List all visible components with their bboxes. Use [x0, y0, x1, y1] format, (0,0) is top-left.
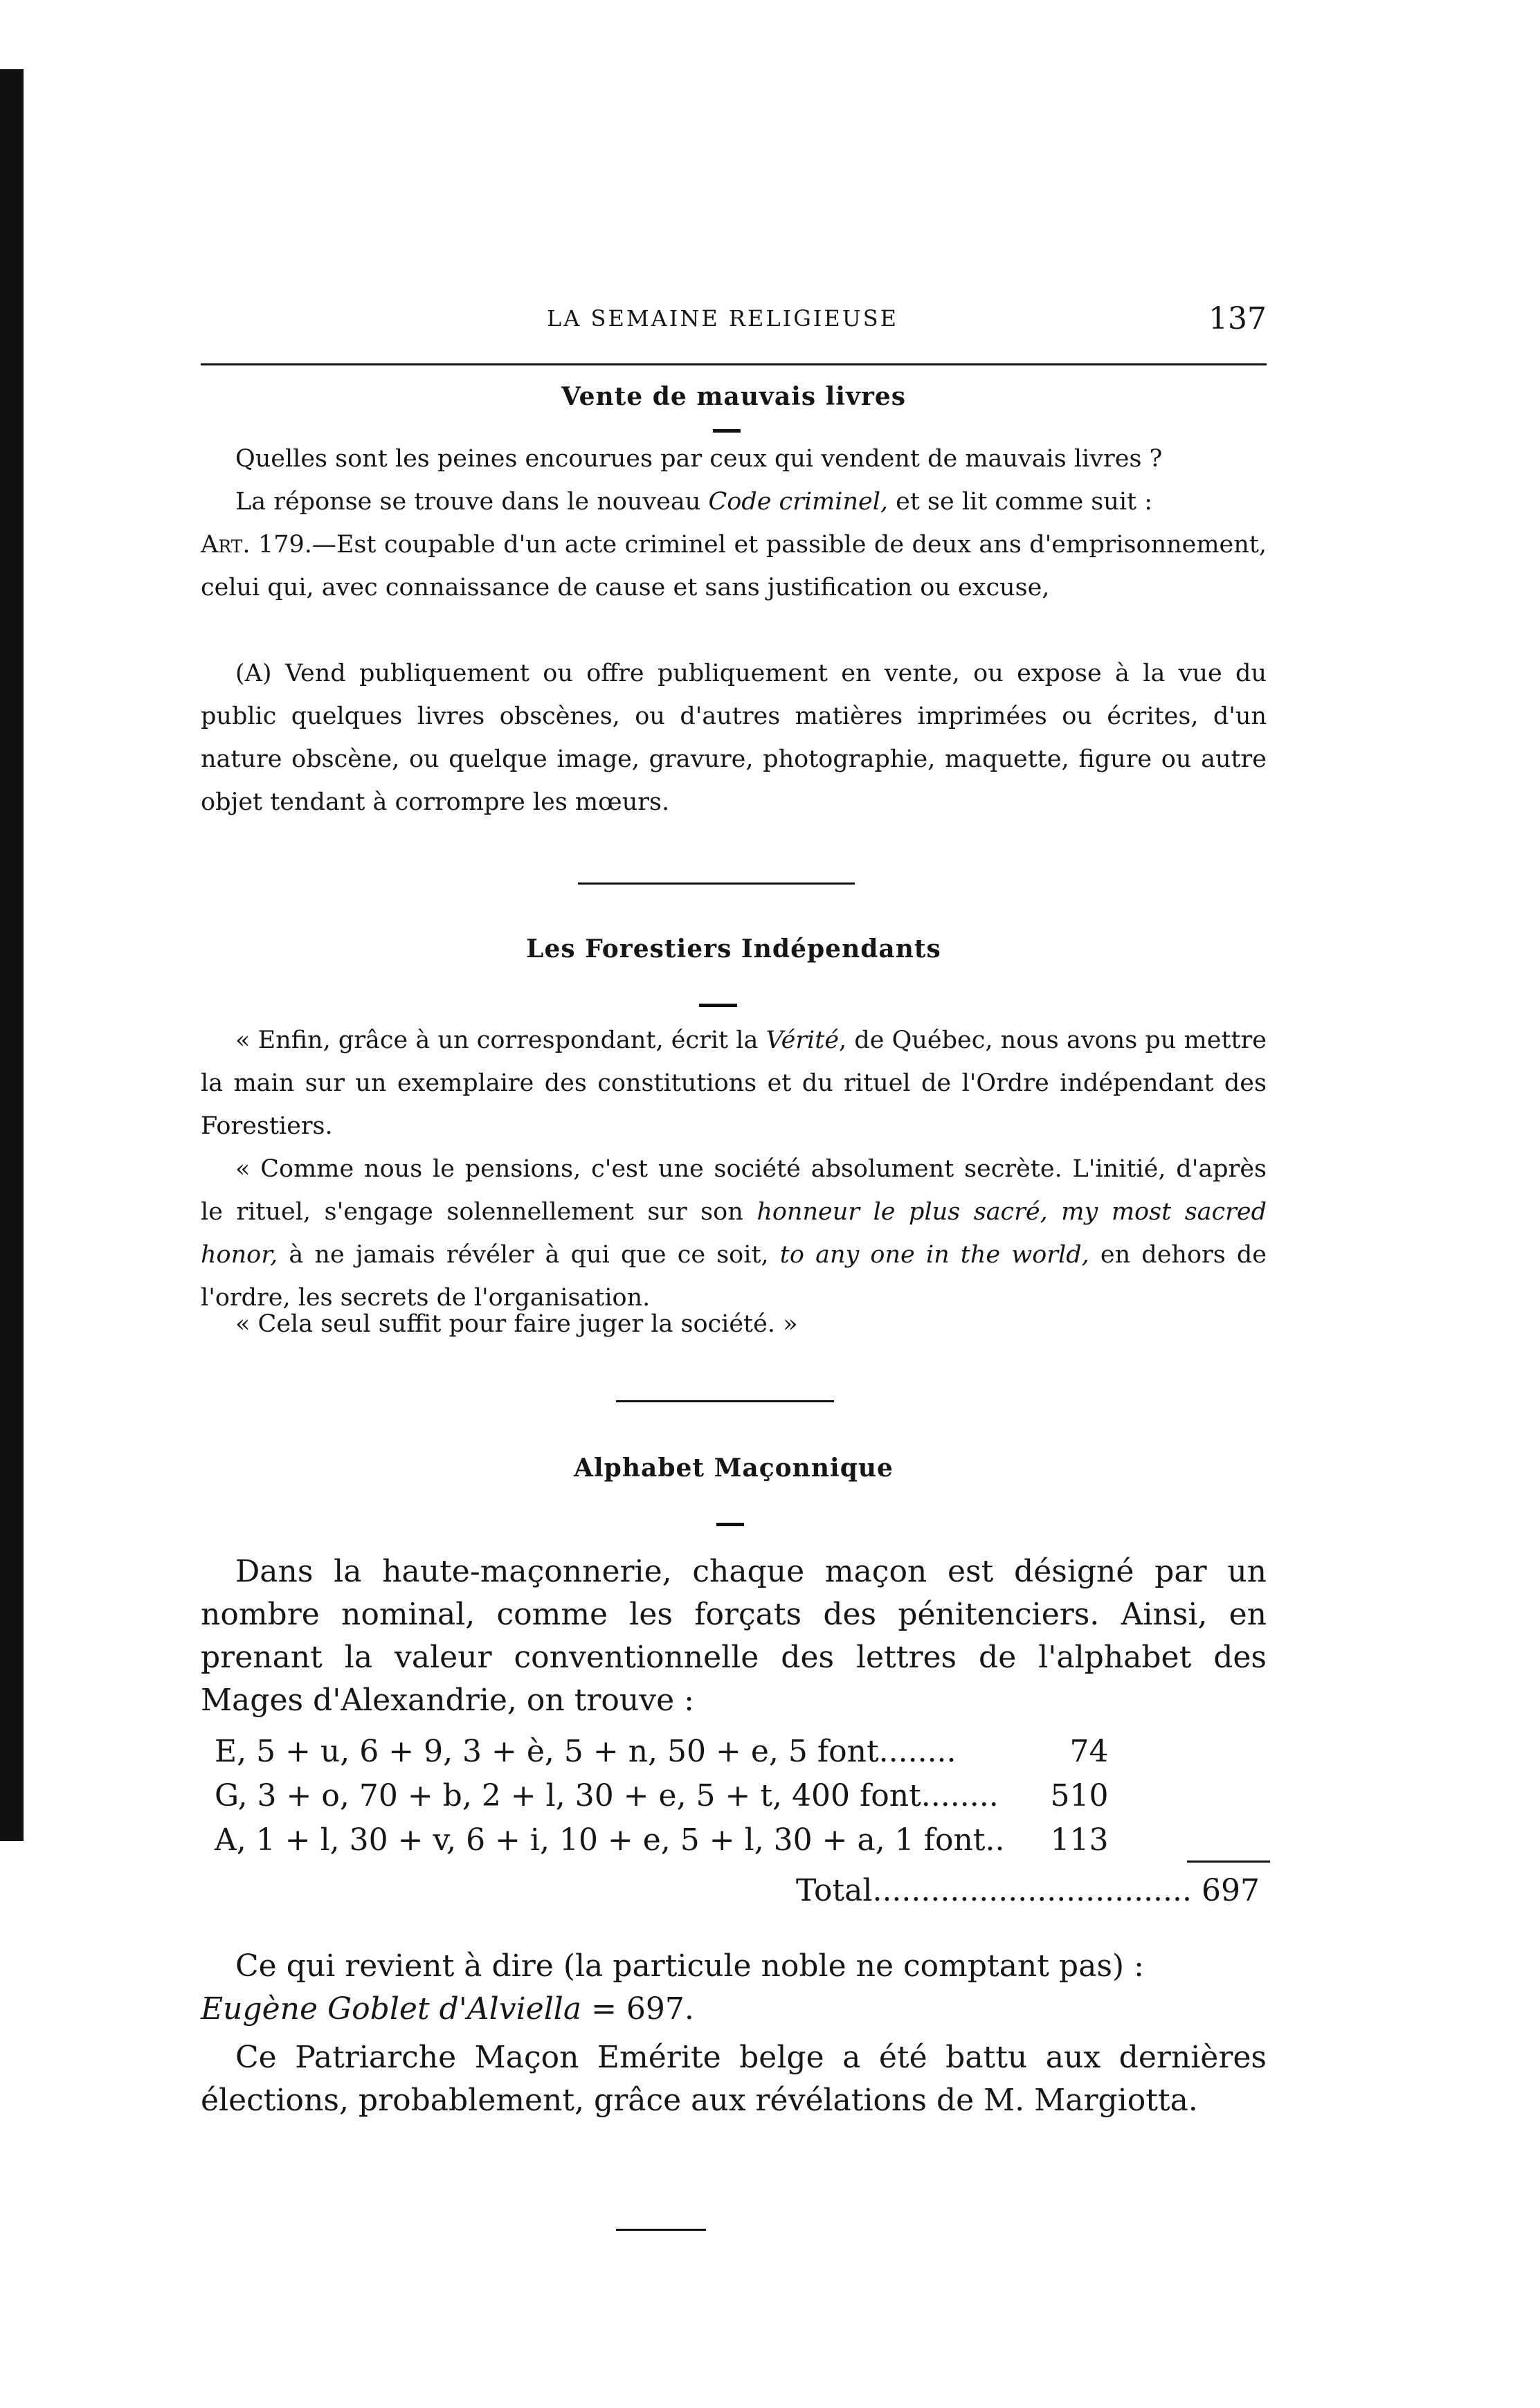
- calc-result: 510: [1050, 1777, 1109, 1813]
- patriarche-text: Ce Patriarche Maçon Emérite belge a été battu aux dernières élections, probablement, grâce aux révélations de M. Margiotta.: [201, 2040, 1267, 2118]
- code-criminel-emphasis: Code criminel,: [708, 488, 889, 516]
- page-header: [201, 301, 1267, 343]
- paragraph-haute-maconnerie: [201, 1550, 1267, 1722]
- world-emphasis: to any one in the world,: [779, 1241, 1089, 1269]
- calc-row: [215, 1773, 1108, 1818]
- calc-result: 74: [1069, 1733, 1109, 1769]
- calc-row: [215, 1818, 1108, 1862]
- paragraph-patriarche: [201, 2036, 1267, 2122]
- calc-expression: G, 3 + o, 70 + b, 2 + l, 30 + e, 5 + t, 400 font........: [215, 1777, 999, 1813]
- paragraph-article: [201, 523, 1267, 609]
- paragraph-enfin: [201, 1019, 1267, 1148]
- goblet-value: = 697.: [581, 1991, 694, 2027]
- article-label: Art.: [201, 531, 251, 559]
- paragraph-ce-qui: [201, 1945, 1267, 1988]
- end-rule: [616, 2229, 706, 2231]
- total-label: Total.................................: [796, 1873, 1193, 1908]
- calc-result: 113: [1050, 1822, 1109, 1858]
- cela-text: « Cela seul suffit pour faire juger la société. »: [235, 1310, 798, 1338]
- calc-expression: A, 1 + l, 30 + v, 6 + i, 10 + e, 5 + l, 30 + a, 1 font..: [215, 1822, 1005, 1858]
- title-dash: [699, 1004, 737, 1007]
- reponse-text-a: La réponse se trouve dans le nouveau: [235, 488, 709, 516]
- total-value: 697: [1202, 1873, 1260, 1908]
- haute-maconnerie-text: Dans la haute-maçonnerie, chaque maçon est désigné par un nombre nominal, comme les forçats des pénitenciers. Ainsi, en prenant la valeur conventionnelle des lettres de l'alphabet des Mages d'Alexandrie, on trouve :: [201, 1554, 1267, 1718]
- calc-row: [215, 1729, 1108, 1773]
- ce-qui-text: Ce qui revient à dire (la particule noble ne comptant pas) :: [235, 1948, 1144, 1984]
- sum-rule: [1187, 1861, 1270, 1863]
- reponse-text-b: et se lit comme suit :: [888, 488, 1152, 516]
- alphabet-calculation: [215, 1729, 1108, 1862]
- article-text: 179.—Est coupable d'un acte criminel et passible de deux ans d'emprisonnement, celui qui, avec connaissance de cause et sans justification ou excuse,: [201, 531, 1267, 601]
- goblet-emphasis: Eugène Goblet d'Alviella: [201, 1991, 582, 2027]
- running-title: LA SEMAINE RELIGIEUSE: [547, 305, 899, 332]
- scan-edge-shadow: [0, 69, 24, 1841]
- section-title-forestiers: Les Forestiers Indépendants: [526, 934, 941, 963]
- paragraph-goblet: [201, 1988, 1267, 2031]
- enfin-text-b: , de Québec, nous avons pu mettre la main sur un exemplaire des constitutions et du rituel de l'Ordre indépendant des Forestiers.: [201, 1026, 1267, 1140]
- comme-text-a: « Comme nous le pensions, c'est une société absolument secrète. L'initié, d'après le rituel, s'engage solennellement sur son: [201, 1155, 1267, 1226]
- section-title-mauvais-livres: Vente de mauvais livres: [561, 382, 907, 411]
- paragraph-clause-a: [201, 652, 1267, 824]
- calc-expression: E, 5 + u, 6 + 9, 3 + è, 5 + n, 50 + e, 5 font........: [215, 1733, 957, 1769]
- paragraph-question: [201, 437, 1267, 480]
- clause-a-text: (A) Vend publiquement ou offre publiquement en vente, ou expose à la vue du public quelques livres obscènes, ou d'autres matières imprimées ou écrites, d'un nature obscène, ou quelque image, gravure, photographie, maquette, figure ou autre objet tendant à corrompre les mœurs.: [201, 660, 1267, 816]
- header-rule: [201, 363, 1267, 365]
- paragraph-reponse: [201, 480, 1267, 523]
- question-text: Quelles sont les peines encourues par ceux qui vendent de mauvais livres ?: [235, 445, 1163, 473]
- comme-text-c: en dehors de l'ordre, les secrets de l'organisation.: [201, 1241, 1267, 1312]
- enfin-text-a: « Enfin, grâce à un correspondant, écrit la: [235, 1026, 766, 1054]
- comme-text-b: à ne jamais révéler à qui que ce soit,: [278, 1241, 780, 1269]
- paragraph-comme: [201, 1148, 1267, 1319]
- honneur-emphasis: honneur le plus sacré, my most sacred honor,: [201, 1198, 1267, 1269]
- verite-emphasis: Vérité: [766, 1026, 840, 1054]
- total-row: [748, 1873, 1260, 1908]
- paragraph-cela: [201, 1303, 1267, 1346]
- page-number: 137: [1208, 301, 1267, 336]
- section-separator: [578, 882, 855, 885]
- title-dash: [713, 429, 741, 433]
- section-separator: [616, 1400, 834, 1402]
- section-title-alphabet: Alphabet Maçonnique: [574, 1454, 894, 1483]
- title-dash: [716, 1523, 744, 1526]
